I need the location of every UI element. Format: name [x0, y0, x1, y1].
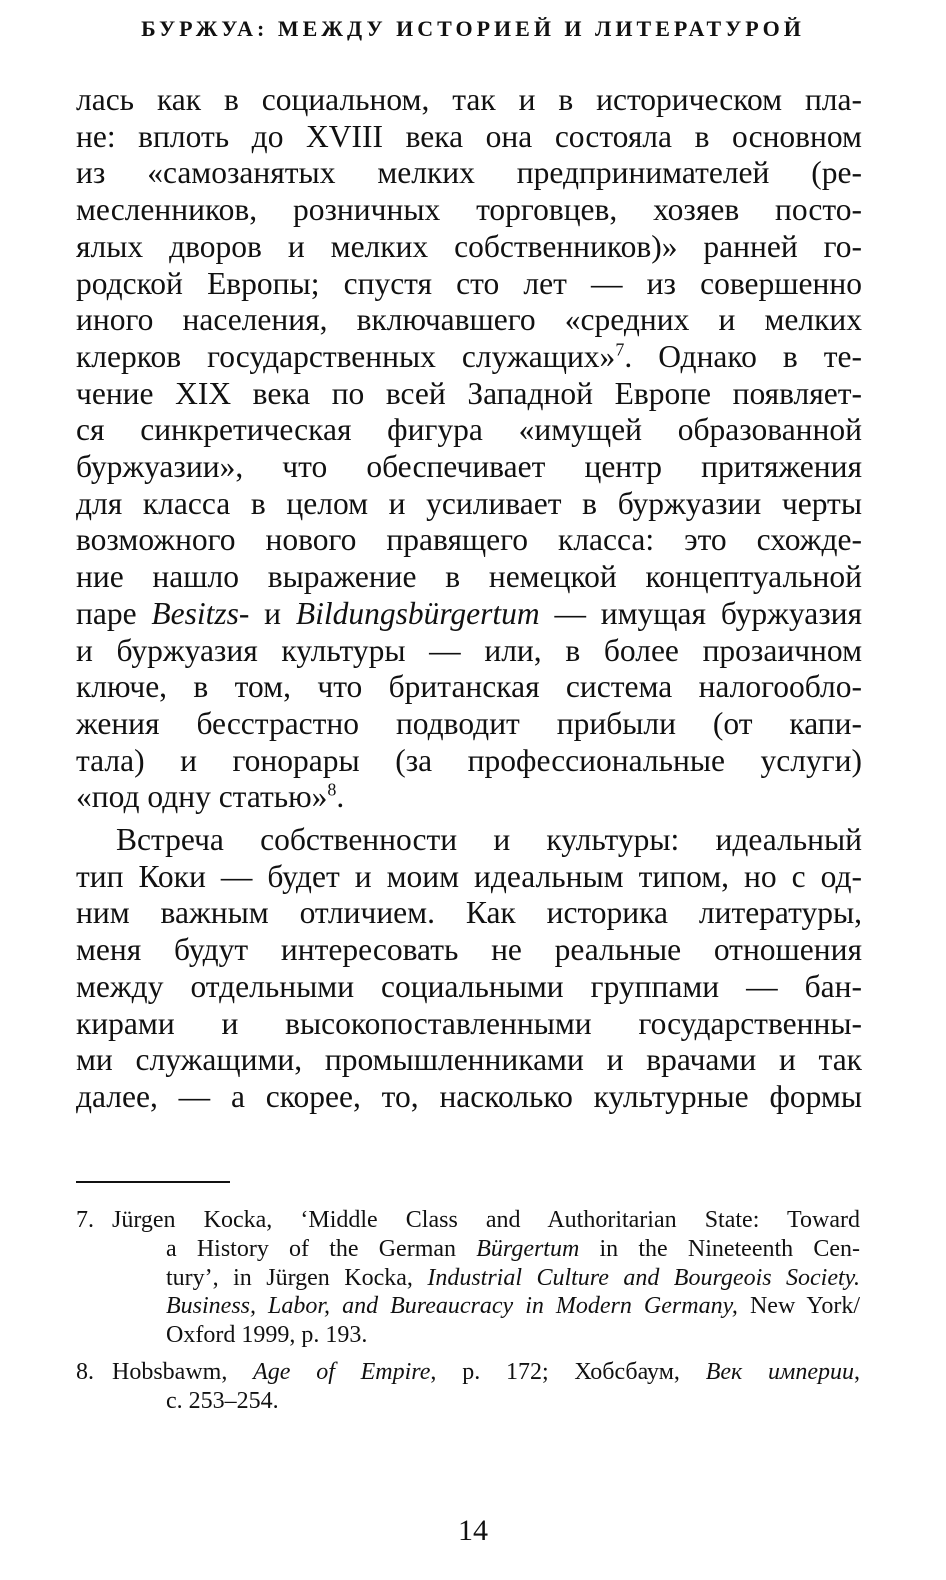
text-line: ключе, в том, что британская система налогообло-: [76, 669, 862, 705]
text-line: жения бесстрастно подводит прибыли (от капи-: [76, 705, 862, 741]
text-line: тип Коки — будет и моим идеальным типом, но с од-: [76, 858, 862, 894]
text-line: лась как в социальном, так и в историческом пла-: [76, 82, 862, 117]
footnote-number: 8.: [76, 1358, 94, 1385]
text-segment: New York/: [737, 1293, 860, 1320]
text-line: из «самозанятых мелких предпринимателей (ре-: [76, 155, 862, 191]
footnote-line: [76, 1358, 860, 1387]
text-segment: и: [249, 595, 296, 631]
text-line: ялых дворов и мелких собственников)» ранней го-: [76, 228, 862, 264]
book-title: Industrial Culture and Bourgeois Society.: [427, 1264, 860, 1291]
page-number: 14: [458, 1514, 488, 1547]
footnote-divider: [76, 1181, 230, 1183]
italic-term-besitzs: Besitzs-: [151, 595, 250, 631]
footnote-ref-7[interactable]: 7: [615, 339, 625, 360]
text-segment: tury’, in Jürgen Kocka,: [166, 1264, 428, 1291]
book-subtitle: Business, Labor, and Bureaucracy in Modern Germany,: [166, 1293, 738, 1320]
italic-term: Bürgertum: [476, 1235, 580, 1262]
footnote-line: Oxford 1999, p. 193.: [166, 1322, 368, 1349]
footnote-8: [76, 1358, 860, 1416]
book-title: Age of Empire: [253, 1358, 431, 1385]
text-segment: клерков государственных служащих»: [76, 338, 616, 374]
italic-term-bildungsburgertum: Bildungsbürgertum: [295, 595, 540, 631]
text-line: не: вплоть до XVIII века она состояла в основном: [76, 118, 862, 154]
text-line: для класса в целом и усиливает в буржуазии черты: [76, 485, 862, 521]
main-text: [76, 82, 862, 1116]
text-line: ние нашло выражение в немецкой концептуальной: [76, 559, 862, 595]
text-line: ми служащими, промышленниками и врачами и так: [76, 1042, 862, 1078]
footnote-line: Jürgen Kocka, ‘Middle Class and Authoritarian State: Toward: [112, 1207, 860, 1233]
text-line: родской Европы; спустя сто лет — из совершенно: [76, 265, 862, 301]
text-segment: Hobsbawm,: [112, 1358, 254, 1385]
text-line: меня будут интересовать не реальные отношения: [76, 932, 862, 968]
text-line: и буржуазия культуры — или, в более прозаичном: [76, 632, 862, 668]
text-line: кирами и высокопоставленными государственны-: [76, 1005, 862, 1041]
paragraph-1: [76, 82, 862, 816]
text-line: чение XIX века по всей Западной Европе появляет-: [76, 375, 862, 411]
text-segment: a History of the German: [166, 1235, 477, 1262]
text-line: далее, — а скорее, то, насколько культурные формы: [76, 1078, 862, 1114]
text-line: [76, 596, 862, 633]
text-segment: ,: [854, 1358, 860, 1385]
text-line: тала) и гонорары (за профессиональные услуги): [76, 742, 862, 778]
text-segment: .: [336, 779, 345, 815]
text-line: ним важным отличием. Как историка литературы,: [76, 895, 862, 931]
text-line: буржуазии», что обеспечивает центр притяжения: [76, 449, 862, 485]
text-segment: паре: [76, 595, 152, 631]
text-segment: «под одну статью»: [76, 779, 328, 815]
footnote-number: 7.: [76, 1207, 94, 1233]
text-line: между отдельными социальными группами — бан-: [76, 968, 862, 1004]
text-segment: in the Nineteenth Cen-: [579, 1235, 860, 1262]
text-line: ся синкретическая фигура «имущей образованной: [76, 412, 862, 448]
text-segment: — имущая буржуазия: [539, 595, 863, 631]
footnote-line: с. 253–254.: [166, 1387, 279, 1414]
text-line: [76, 779, 862, 816]
text-line: иного населения, включавшего «средних и мелких: [76, 302, 862, 338]
text-segment: . Однако в те-: [624, 338, 862, 374]
text-line: возможного нового правящего класса: это схожде-: [76, 522, 862, 558]
footnote-line: [166, 1292, 860, 1321]
running-head: БУРЖУА: МЕЖДУ ИСТОРИЕЙ И ЛИТЕРАТУРОЙ: [141, 16, 805, 41]
footnote-line: [166, 1235, 860, 1264]
text-line: [76, 339, 862, 376]
footnote-ref-8[interactable]: 8: [327, 779, 337, 800]
footnotes: [76, 1206, 860, 1416]
footnote-7: [76, 1206, 860, 1350]
book-title: Век империи: [705, 1358, 854, 1385]
text-line: месленников, розничных торговцев, хозяев посто-: [76, 192, 862, 228]
footnote-line: [166, 1264, 860, 1293]
text-line: Встреча собственности и культуры: идеальный: [116, 822, 862, 858]
paragraph-2: [76, 822, 862, 1116]
text-segment: , p. 172; Хобсбаум,: [430, 1358, 706, 1385]
